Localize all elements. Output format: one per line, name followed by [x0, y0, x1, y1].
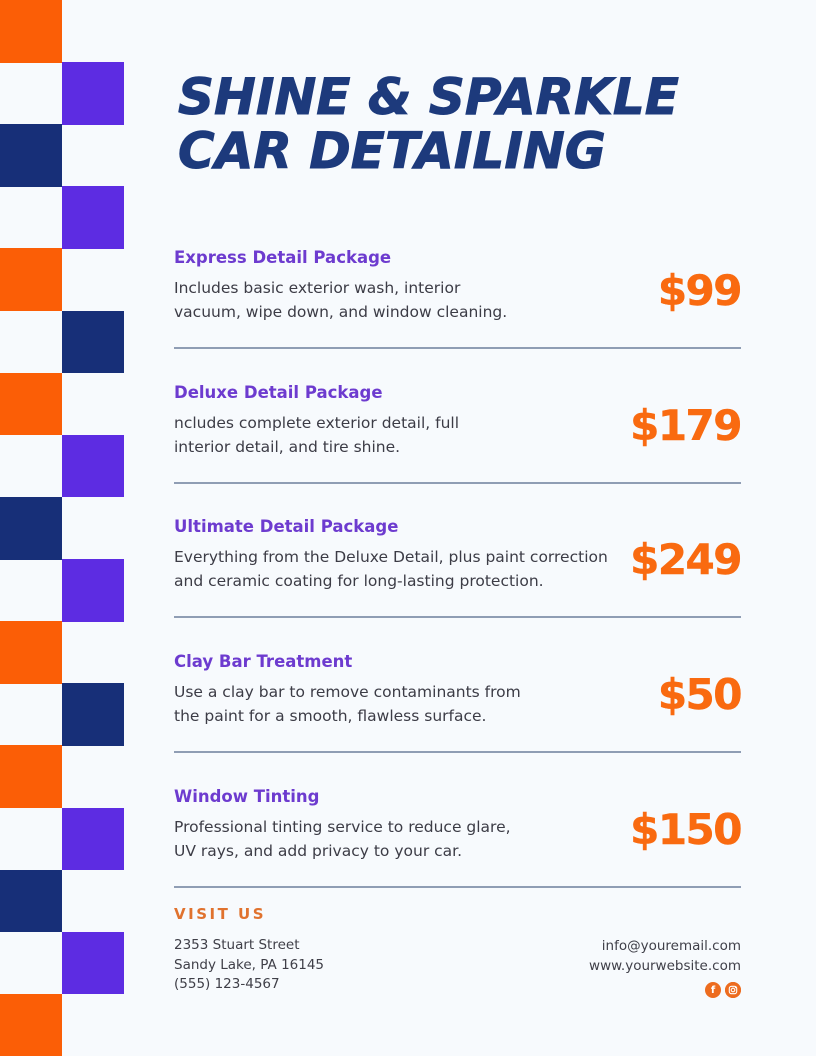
checker-square: [62, 808, 124, 871]
checker-square: [62, 435, 124, 498]
service-description-line: Everything from the Deluxe Detail, plus paint correction: [174, 548, 608, 567]
checker-square: [62, 62, 124, 125]
checker-square: [0, 373, 62, 436]
checker-square: [0, 124, 62, 187]
social-icons: [589, 982, 741, 998]
service-price: $99: [657, 266, 741, 315]
service-item-deluxe: [174, 383, 741, 518]
service-price: $179: [630, 400, 741, 450]
checker-square: [62, 311, 124, 374]
checker-square: [0, 497, 62, 560]
checker-square: [0, 870, 62, 933]
footer: [174, 904, 741, 998]
address-city: Sandy Lake, PA 16145: [174, 956, 325, 973]
service-description-line: UV rays, and add privacy to your car.: [174, 841, 463, 860]
checker-square: [62, 932, 124, 995]
service-name: Ultimate Detail Package: [174, 517, 399, 537]
service-item-clay-bar: [174, 652, 741, 787]
service-description-line: vacuum, wipe down, and window cleaning.: [174, 303, 508, 321]
service-description-line: ncludes complete exterior detail, full: [174, 413, 460, 432]
service-price: $50: [657, 670, 741, 720]
section-divider: [174, 482, 741, 484]
service-name: Window Tinting: [174, 786, 320, 806]
service-description: [174, 276, 741, 324]
service-description-line: Includes basic exterior wash, interior: [174, 279, 461, 297]
checker-square: [62, 683, 124, 746]
title-line-1: SHINE & SPARKLE: [178, 68, 679, 126]
service-price: $249: [630, 535, 741, 585]
service-description-line: interior detail, and tire shine.: [174, 437, 401, 456]
service-name: Express Detail Package: [174, 248, 392, 267]
service-description: [174, 680, 741, 728]
checker-pattern: [0, 0, 124, 1056]
checker-square: [0, 745, 62, 808]
checker-square: [62, 186, 124, 249]
service-description-line: Use a clay bar to remove contaminants from: [174, 683, 521, 702]
footer-heading: VISIT US: [174, 905, 267, 923]
service-description-line: and ceramic coating for long-lasting protection.: [174, 572, 544, 591]
services-list: [174, 248, 741, 921]
title-line-2: CAR DETAILING: [178, 122, 606, 180]
address-block: [174, 936, 324, 995]
checker-square: [62, 559, 124, 622]
checker-square: [0, 248, 62, 311]
checker-square: [0, 994, 62, 1056]
checker-square: [0, 0, 62, 63]
service-price: $150: [630, 804, 741, 854]
section-divider: [174, 616, 741, 618]
page-title: [178, 70, 778, 178]
service-item-window-tinting: [174, 787, 741, 922]
phone-number: (555) 123-4567: [174, 976, 280, 992]
service-description-line: the paint for a smooth, flawless surface.: [174, 707, 487, 726]
service-description-line: Professional tinting service to reduce glare,: [174, 817, 511, 836]
service-name: Deluxe Detail Package: [174, 382, 383, 402]
website-text: www.yourwebsite.com: [589, 958, 741, 974]
section-divider: [174, 347, 741, 349]
service-item-express: [174, 248, 741, 383]
contact-block: [589, 936, 741, 998]
service-item-ultimate: [174, 517, 741, 652]
facebook-icon[interactable]: f: [705, 982, 721, 998]
section-divider: [174, 886, 741, 888]
instagram-icon[interactable]: [725, 982, 741, 998]
address-street: 2353 Stuart Street: [174, 937, 300, 953]
service-name: Clay Bar Treatment: [174, 652, 353, 672]
section-divider: [174, 751, 741, 753]
checker-square: [0, 621, 62, 684]
email-text: info@youremail.com: [601, 938, 741, 954]
